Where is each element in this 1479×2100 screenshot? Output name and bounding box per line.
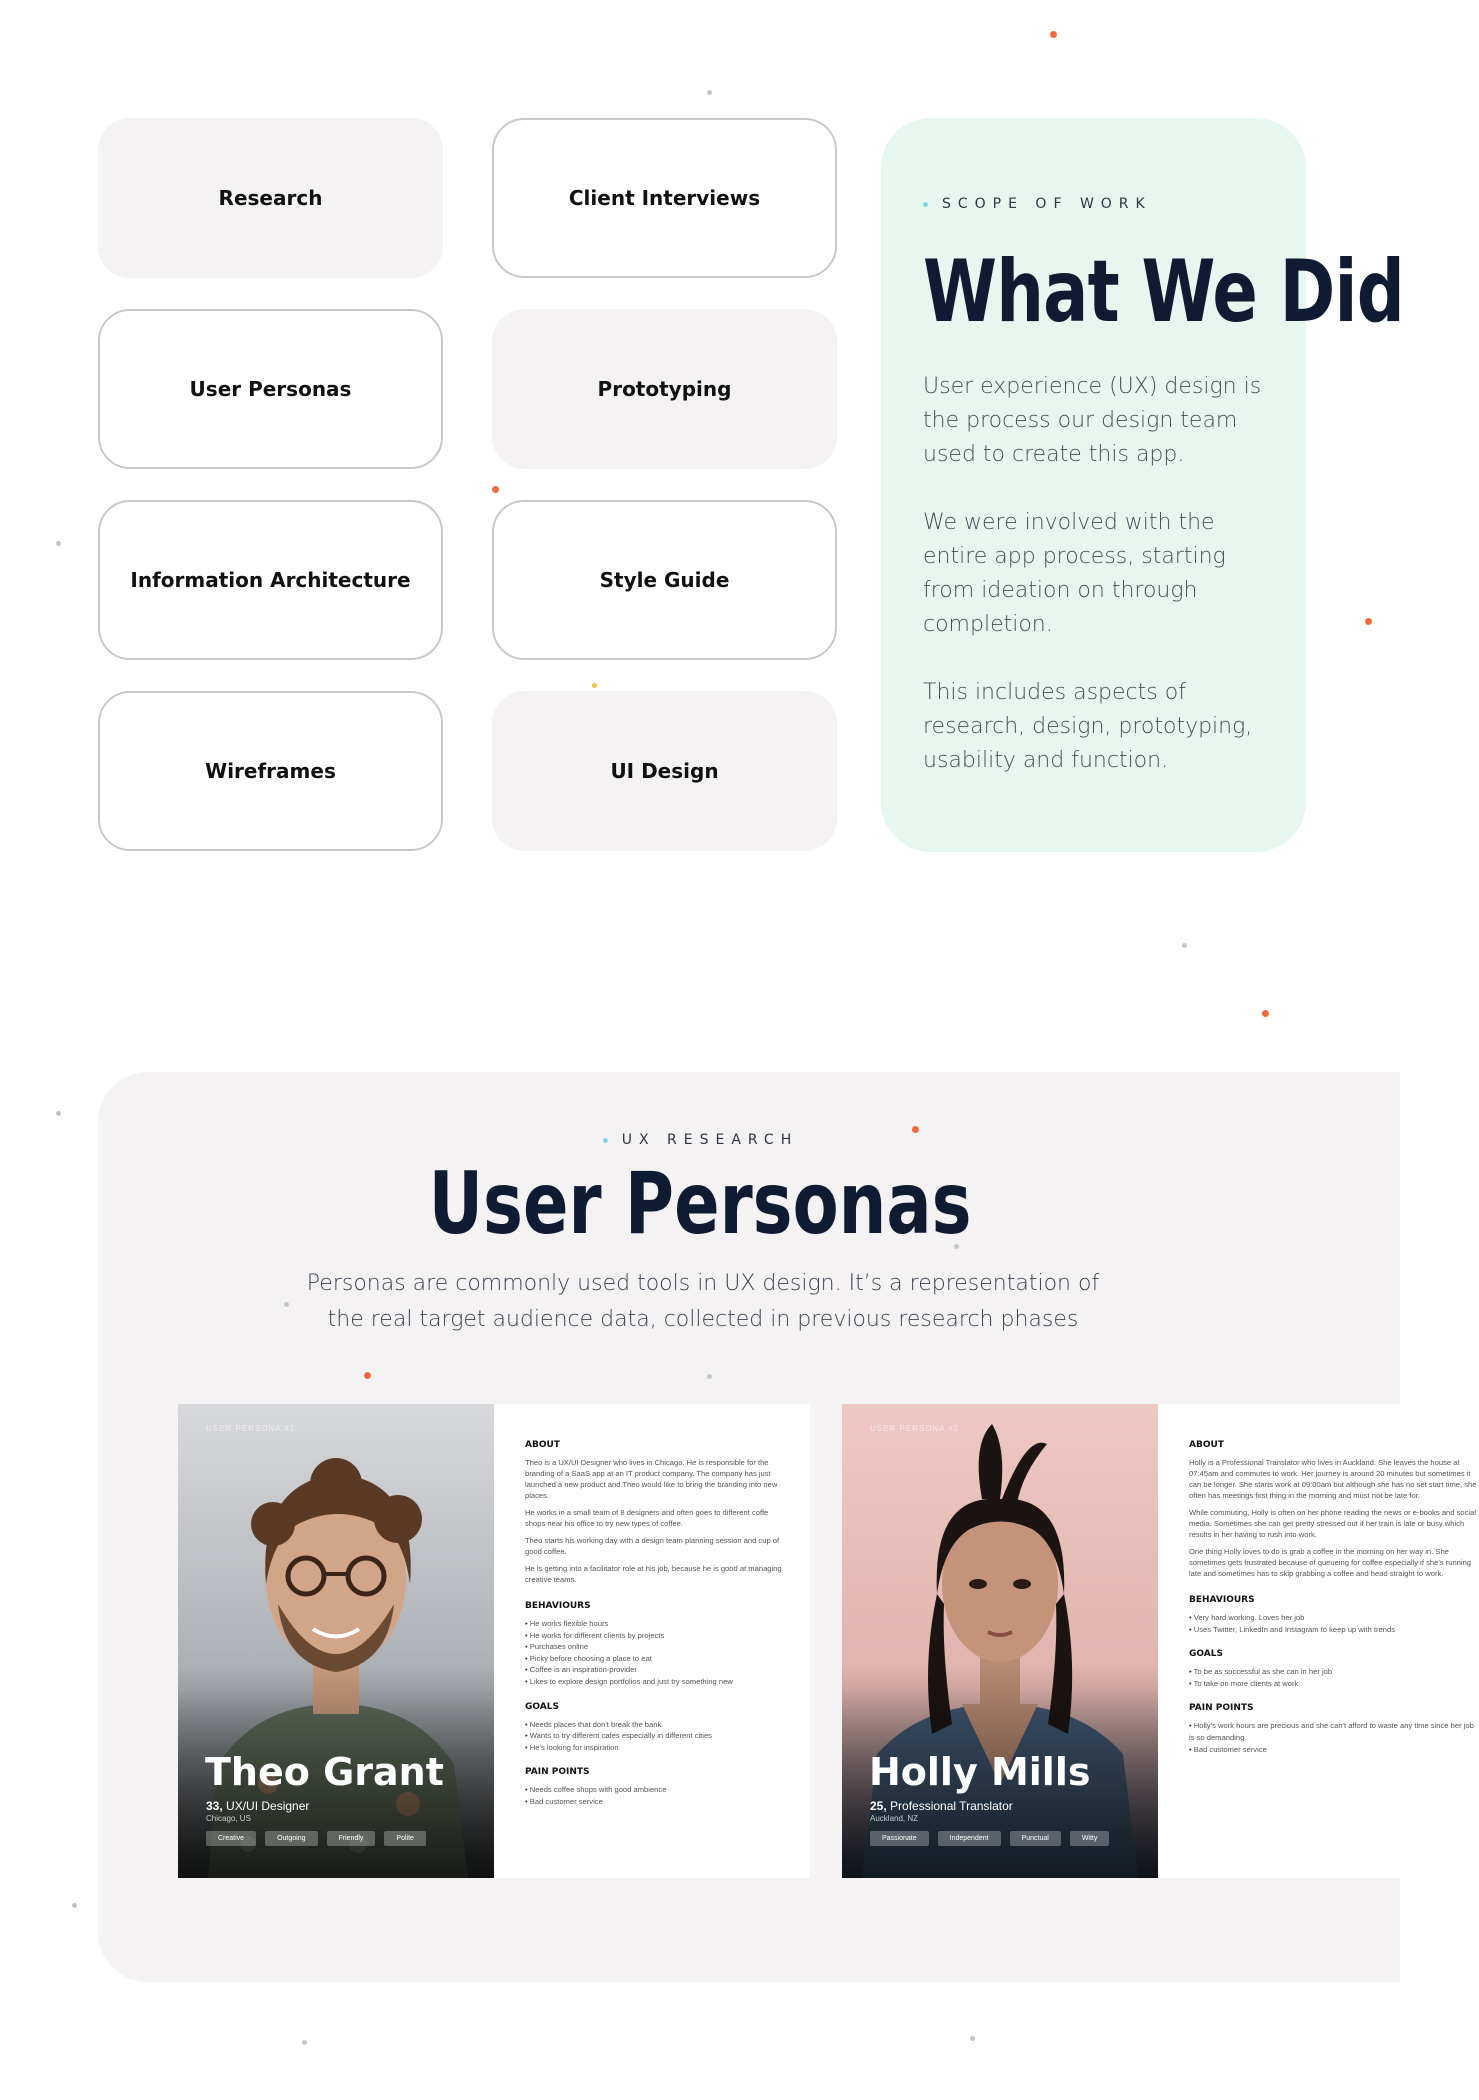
scope-text xyxy=(923,370,1264,778)
goals-list xyxy=(525,1719,782,1754)
persona-tags xyxy=(870,1831,1109,1846)
persona-location: Auckland, NZ xyxy=(870,1814,919,1823)
list-item: • He works for different clients by projects xyxy=(525,1630,782,1642)
persona-age: 33, xyxy=(206,1799,223,1813)
persona-label: USER PERSONA #1 xyxy=(206,1424,296,1433)
persona-tag: Punctual xyxy=(1010,1831,1061,1846)
service-prototyping: Prototyping xyxy=(492,309,837,469)
list-item: • Likes to explore design portfolios and just try something new xyxy=(525,1676,782,1688)
persona-tag: Polite xyxy=(384,1831,426,1846)
decor-dot xyxy=(970,2036,975,2041)
pain-points-heading: PAIN POINTS xyxy=(525,1767,590,1778)
list-item: • Bad customer service xyxy=(525,1796,782,1808)
persona-age: 25, xyxy=(870,1799,887,1813)
eyebrow-bullet-icon xyxy=(923,202,928,207)
about-heading: ABOUT xyxy=(525,1440,560,1450)
list-item: • Bad customer service xyxy=(1189,1744,1479,1756)
persona-card-theo xyxy=(178,1404,810,1878)
goals-list xyxy=(1189,1666,1479,1689)
persona-name: Theo Grant xyxy=(205,1750,444,1794)
decor-dot xyxy=(302,2040,307,2045)
list-item: • Uses Twitter, LinkedIn and Instagram to keep up with trends xyxy=(1189,1624,1479,1636)
behaviours-list xyxy=(525,1618,782,1688)
about-text: One thing Holly loves to do is grab a coffee in the morning on her way in. She sometimes gets frustrated because of queueing for coffee especially if she's running late and sometimes has to skip grabbing a coffee and head straight to work. xyxy=(1189,1547,1472,1578)
decor-dot xyxy=(1182,943,1187,948)
decor-dot xyxy=(56,541,61,546)
decor-dot xyxy=(707,90,712,95)
about-text: While commuting, Holly is often on her phone reading the news or e-books and social media. Sometimes she can get pretty stressed out if her train is late or busy which results in her having to rush into work. xyxy=(1189,1508,1477,1539)
decor-dot xyxy=(56,1111,61,1116)
persona-job: Professional Translator xyxy=(890,1799,1013,1813)
persona-tag: Independent xyxy=(938,1831,1001,1846)
decor-dot xyxy=(1262,1010,1269,1017)
persona-role xyxy=(870,1799,1013,1813)
persona-label: USER PERSONA #2 xyxy=(870,1424,960,1433)
list-item: • Coffee is an inspiration-provider xyxy=(525,1664,782,1676)
list-item: • He works flexible hours xyxy=(525,1618,782,1630)
decor-dot xyxy=(492,486,499,493)
personas-title: User Personas xyxy=(428,1154,973,1254)
persona-tag: Passionate xyxy=(870,1831,929,1846)
persona-tags xyxy=(206,1831,426,1846)
scope-paragraph: This includes aspects of research, design, prototyping, usability and function. xyxy=(923,680,1253,773)
pain-points-list xyxy=(1189,1720,1479,1755)
service-style-guide: Style Guide xyxy=(492,500,837,660)
persona-job: UX/UI Designer xyxy=(226,1799,310,1813)
decor-dot xyxy=(364,1372,371,1379)
about-heading: ABOUT xyxy=(1189,1440,1224,1450)
persona-card-holly xyxy=(842,1404,1477,1878)
service-ui-design: UI Design xyxy=(492,691,837,851)
list-item: • Needs coffee shops with good ambience xyxy=(525,1784,782,1796)
personas-eyebrow-text: UX RESEARCH xyxy=(621,1132,799,1148)
about-text: He works in a small team of 8 designers and often goes to different coffe shops near his office to try new types of coffee. xyxy=(525,1508,769,1528)
behaviours-heading: BEHAVIOURS xyxy=(525,1601,591,1611)
service-user-personas: User Personas xyxy=(98,309,443,469)
persona-tag: Outgoing xyxy=(265,1831,317,1846)
about-text: He is getting into a facilitator role at his job, because he is good at managing creative teams. xyxy=(525,1564,782,1584)
about-text: Holly is a Professional Translator who lives in Auckland. She leaves the house at 07:45am and commutes to work. Her journey is around 20 minutes but sometimes it can be longer. She starts work at 09:00am but although she has no set start time, she often has meetings first thing in the morning and must not be late for. xyxy=(1189,1458,1477,1500)
decor-dot xyxy=(1365,618,1372,625)
scope-title: What We Did xyxy=(923,242,1405,342)
scope-eyebrow-text: SCOPE OF WORK xyxy=(942,196,1152,212)
list-item: • Holly's work hours are precious and she can't afford to waste any time since her job is so demanding xyxy=(1189,1720,1479,1743)
pain-points-list xyxy=(525,1784,782,1807)
persona-role xyxy=(206,1799,309,1813)
personas-header xyxy=(98,1132,1303,1254)
list-item: • To take on more clients at work xyxy=(1189,1678,1479,1690)
list-item: • He's looking for inspiration xyxy=(525,1742,782,1754)
about-text: Theo starts his working day with a design team planning session and cup of good coffee. xyxy=(525,1536,780,1556)
persona-photo xyxy=(178,1404,494,1878)
behaviours-list xyxy=(1189,1612,1479,1635)
decor-dot xyxy=(1050,31,1057,38)
scope-of-work-card xyxy=(881,118,1405,852)
persona-name: Holly Mills xyxy=(869,1750,1091,1794)
persona-location: Chicago, US xyxy=(206,1814,251,1823)
service-research: Research xyxy=(98,118,443,278)
eyebrow-bullet-icon xyxy=(603,1138,608,1143)
list-item: • Purchases online xyxy=(525,1641,782,1653)
persona-details xyxy=(494,1404,810,1878)
scope-paragraph: User experience (UX) design is the process our design team used to create this app. xyxy=(923,374,1262,467)
persona-photo xyxy=(842,1404,1158,1878)
scope-eyebrow xyxy=(923,196,1264,212)
persona-tag: Creative xyxy=(206,1831,256,1846)
service-information-architecture: Information Architecture xyxy=(98,500,443,660)
persona-tag: Friendly xyxy=(327,1831,376,1846)
goals-heading: GOALS xyxy=(1189,1649,1223,1660)
persona-details xyxy=(1158,1404,1477,1878)
list-item: • Very hard working. Loves her job xyxy=(1189,1612,1479,1624)
goals-heading: GOALS xyxy=(525,1701,559,1712)
list-item: • Picky before choosing a place to eat xyxy=(525,1653,782,1665)
list-item: • Needs places that don't break the bank xyxy=(525,1719,782,1731)
persona-tag: Witty xyxy=(1070,1831,1110,1846)
behaviours-heading: BEHAVIOURS xyxy=(1189,1595,1255,1605)
pain-points-heading: PAIN POINTS xyxy=(1189,1703,1254,1714)
personas-eyebrow xyxy=(98,1132,1303,1148)
decor-dot xyxy=(72,1903,77,1908)
service-client-interviews: Client Interviews xyxy=(492,118,837,278)
service-wireframes: Wireframes xyxy=(98,691,443,851)
list-item: • Wants to try different cafes especially in different cities xyxy=(525,1730,782,1742)
decor-dot xyxy=(707,1374,712,1379)
about-text: Theo is a UX/UI Designer who lives in Chicago. He is responsible for the branding of a SaaS app at an IT product company. The company has just launched a new product and Theo would like to bring the branding into new places. xyxy=(525,1458,778,1500)
list-item: • To be as successful as she can in her job xyxy=(1189,1666,1479,1678)
decor-dot xyxy=(592,683,597,688)
scope-paragraph: We were involved with the entire app process, starting from ideation on through completion. xyxy=(923,510,1226,637)
personas-description: Personas are commonly used tools in UX design. It’s a representation of the real target audience data, collected in previous research phases xyxy=(306,1271,1100,1332)
